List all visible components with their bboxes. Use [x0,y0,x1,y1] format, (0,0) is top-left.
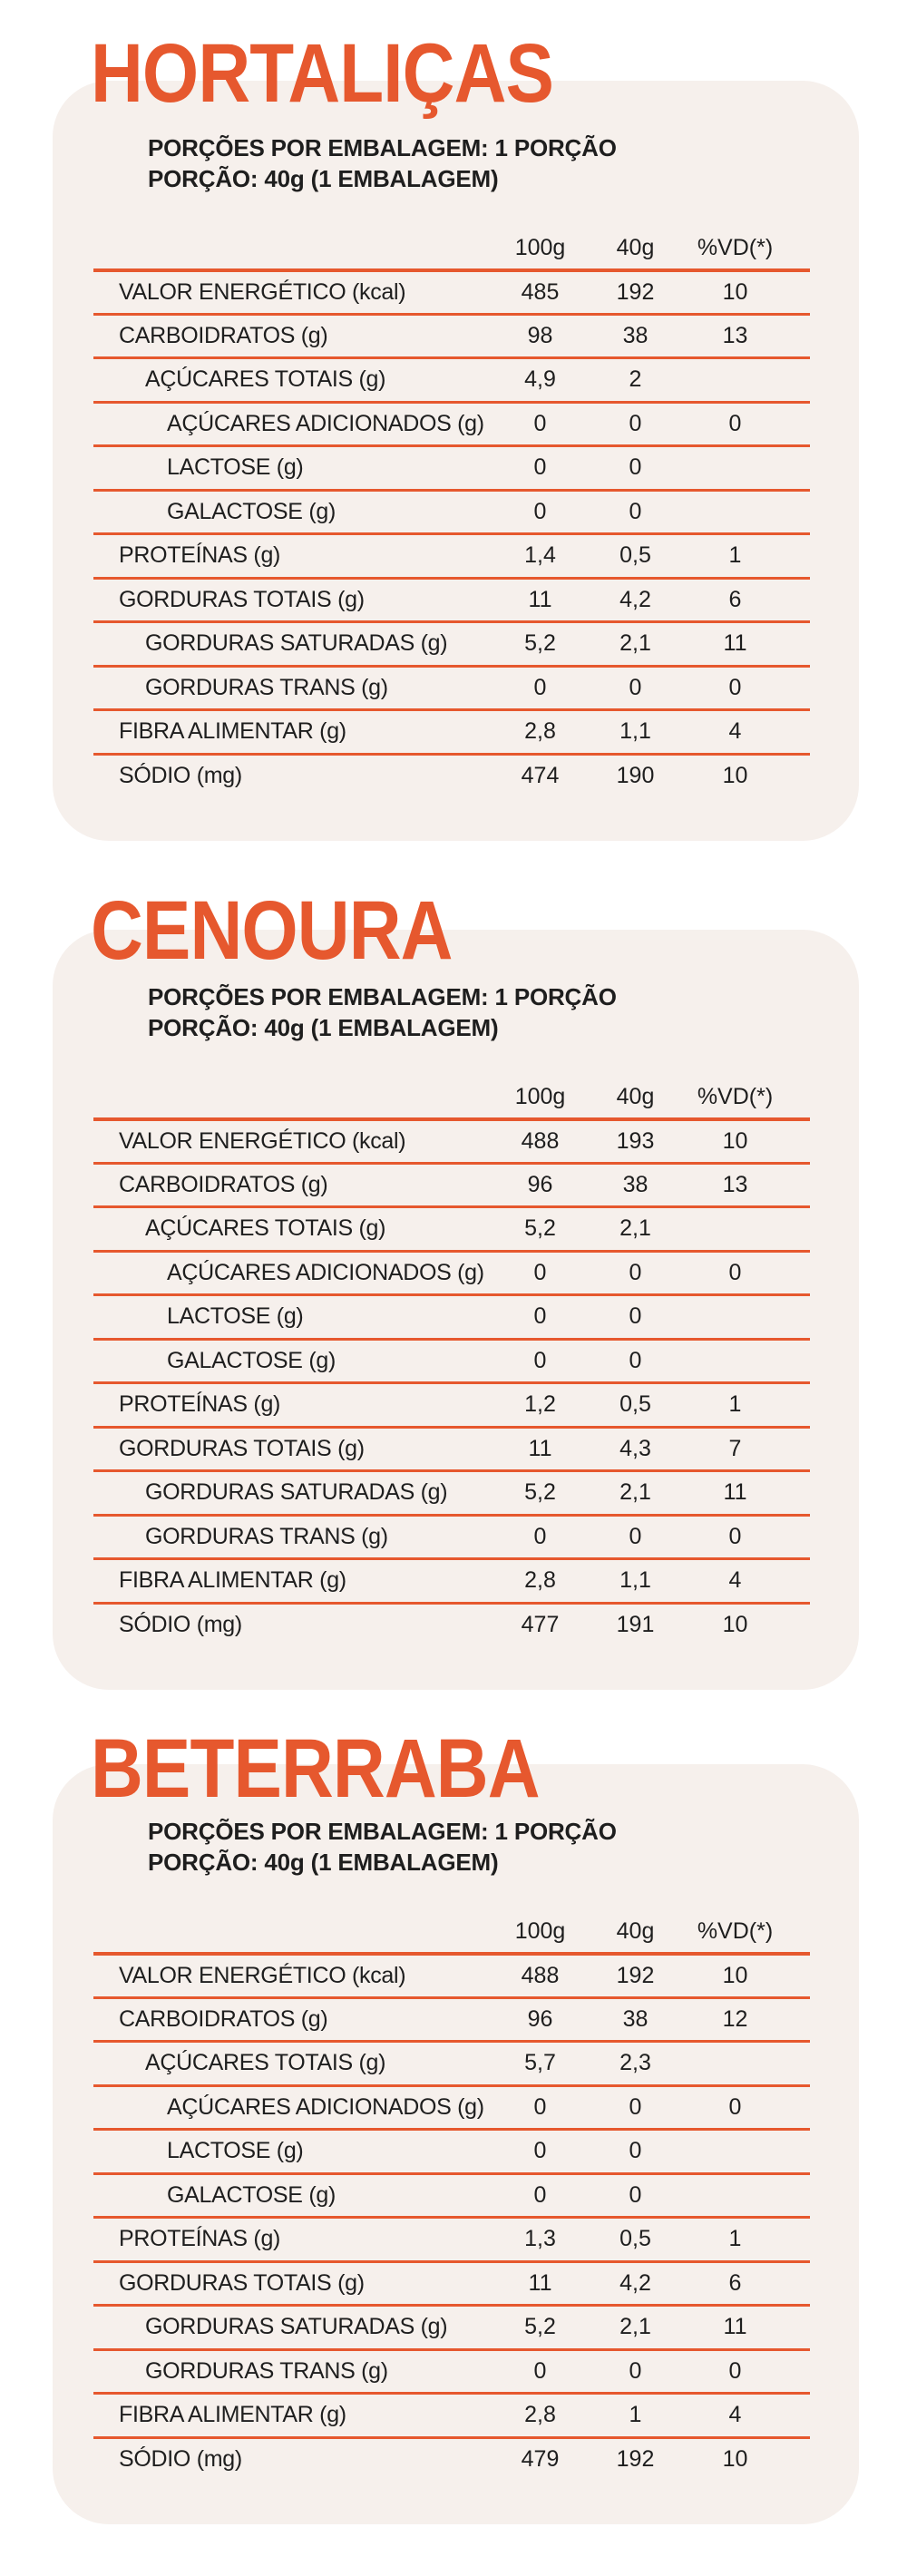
value-per-40g: 0 [629,2357,642,2384]
header-per-40g: 40g [616,235,655,260]
portion-size-text: PORÇÃO: 40g (1 EMBALAGEM) [148,165,499,192]
value-per-40g: 0 [629,410,642,436]
value-per-100g: 0 [533,2138,547,2164]
value-percent-daily: 11 [723,1479,747,1506]
value-per-100g: 1,2 [524,1391,556,1418]
table-body [93,1952,810,2480]
nutrient-label: AÇÚCARES ADICIONADOS (g) [167,1259,484,1285]
value-per-100g: 0 [533,1523,547,1549]
value-percent-daily: 0 [728,1259,742,1285]
nutrient-label: GORDURAS TRANS (g) [145,2357,388,2384]
value-per-40g: 1 [629,2402,642,2428]
value-per-40g: 1,1 [619,718,651,745]
value-per-100g: 2,8 [524,1567,556,1594]
value-per-100g: 96 [527,1171,553,1197]
table-row [93,532,810,577]
value-per-100g: 0 [533,2357,547,2384]
nutrition-card [53,930,859,1690]
header-per-40g: 40g [616,1918,655,1944]
table-row [93,1996,810,2041]
value-per-40g: 2,1 [619,1479,651,1506]
value-percent-daily: 6 [728,2269,742,2296]
nutrient-label: GORDURAS SATURADAS (g) [145,2314,448,2340]
nutrient-label: AÇÚCARES TOTAIS (g) [145,2050,386,2076]
nutrient-label: VALOR ENERGÉTICO (kcal) [119,278,406,305]
table-row [93,577,810,621]
nutrient-label: LACTOSE (g) [167,2138,304,2164]
section-title: BETERRABA [91,1722,540,1815]
table-row [93,1952,810,1996]
table-row [93,2260,810,2305]
table-row [93,1381,810,1426]
value-percent-daily: 11 [723,2314,747,2340]
value-per-100g: 2,8 [524,718,556,745]
value-per-100g: 5,2 [524,1215,556,1242]
value-per-40g: 0 [629,2181,642,2208]
header-percent-daily-value: %VD(*) [697,1918,774,1944]
value-percent-daily: 4 [728,718,742,745]
table-header-row [93,1910,810,1952]
value-per-100g: 0 [533,2181,547,2208]
nutrient-label: AÇÚCARES ADICIONADOS (g) [167,2093,484,2120]
table-row [93,1514,810,1558]
value-per-100g: 5,7 [524,2050,556,2076]
value-per-40g: 192 [616,2445,655,2472]
value-per-40g: 2,1 [619,630,651,657]
value-percent-daily: 10 [722,278,748,305]
table-header-row [93,227,810,268]
table-row [93,2392,810,2436]
nutrition-card [53,1764,859,2524]
table-row [93,1426,810,1470]
table-header-row [93,1076,810,1117]
table-row [93,489,810,533]
value-per-100g: 488 [521,1127,560,1154]
value-per-40g: 193 [616,1127,655,1154]
value-per-100g: 0 [533,1347,547,1373]
nutrient-label: LACTOSE (g) [167,454,304,481]
value-per-40g: 1,1 [619,1567,651,1594]
value-per-40g: 0 [629,454,642,481]
servings-info [148,132,617,194]
value-percent-daily: 13 [722,1171,748,1197]
value-per-40g: 2,3 [619,2050,651,2076]
servings-per-package-text: PORÇÕES POR EMBALAGEM: 1 PORÇÃO [148,1818,617,1845]
value-percent-daily: 12 [722,2005,748,2032]
table-row [93,2040,810,2084]
table-row [93,2216,810,2260]
table-row [93,2348,810,2393]
value-per-40g: 0 [629,1303,642,1330]
value-percent-daily: 0 [728,410,742,436]
value-per-40g: 0,5 [619,1391,651,1418]
servings-info [148,981,617,1043]
table-row [93,1250,810,1294]
table-row [93,753,810,797]
value-per-40g: 38 [622,2005,649,2032]
nutrient-label: LACTOSE (g) [167,1303,304,1330]
nutrient-label: GORDURAS TOTAIS (g) [119,2269,365,2296]
header-percent-daily-value: %VD(*) [697,235,774,260]
nutrient-label: GORDURAS SATURADAS (g) [145,1479,448,1506]
value-per-40g: 4,2 [619,2269,651,2296]
value-per-100g: 0 [533,1259,547,1285]
portion-size-text: PORÇÃO: 40g (1 EMBALAGEM) [148,1014,499,1041]
table-row [93,2436,810,2481]
value-percent-daily: 10 [722,762,748,788]
section-title: CENOURA [91,884,453,977]
value-per-100g: 1,3 [524,2226,556,2252]
table-row [93,2084,810,2129]
value-per-40g: 0 [629,2093,642,2120]
value-percent-daily: 0 [728,1523,742,1549]
nutrient-label: FIBRA ALIMENTAR (g) [119,718,346,745]
value-per-40g: 192 [616,1962,655,1988]
value-per-40g: 2,1 [619,1215,651,1242]
value-per-40g: 4,3 [619,1435,651,1461]
portion-size-text: PORÇÃO: 40g (1 EMBALAGEM) [148,1849,499,1876]
header-per-100g: 100g [514,1918,566,1944]
value-percent-daily: 4 [728,1567,742,1594]
value-percent-daily: 13 [722,322,748,348]
value-per-40g: 190 [616,762,655,788]
value-per-100g: 477 [521,1611,560,1637]
nutrient-label: SÓDIO (mg) [119,2445,242,2472]
value-per-100g: 479 [521,2445,560,2472]
value-percent-daily: 10 [722,2445,748,2472]
value-per-100g: 0 [533,1303,547,1330]
header-percent-daily-value: %VD(*) [697,1084,774,1109]
nutrition-table [93,1910,810,2480]
nutrient-label: CARBOIDRATOS (g) [119,322,328,348]
nutrient-label: AÇÚCARES TOTAIS (g) [145,1215,386,1242]
value-per-40g: 0 [629,2138,642,2164]
nutrient-label: PROTEÍNAS (g) [119,2226,281,2252]
header-per-40g: 40g [616,1084,655,1109]
servings-info [148,1816,617,1878]
nutrient-label: SÓDIO (mg) [119,1611,242,1637]
nutrient-label: PROTEÍNAS (g) [119,1391,281,1418]
value-per-100g: 2,8 [524,2402,556,2428]
nutrient-label: FIBRA ALIMENTAR (g) [119,1567,346,1594]
value-per-100g: 96 [527,2005,553,2032]
table-body [93,1117,810,1645]
table-row [93,2172,810,2217]
value-per-40g: 4,2 [619,586,651,612]
nutrient-label: FIBRA ALIMENTAR (g) [119,2402,346,2428]
nutrient-label: AÇÚCARES TOTAIS (g) [145,366,386,393]
servings-per-package-text: PORÇÕES POR EMBALAGEM: 1 PORÇÃO [148,983,617,1010]
nutrition-card [53,81,859,841]
section-title: HORTALIÇAS [91,27,554,120]
value-per-40g: 0 [629,1347,642,1373]
servings-per-package-text: PORÇÕES POR EMBALAGEM: 1 PORÇÃO [148,134,617,161]
nutrition-table [93,227,810,796]
value-per-40g: 2 [629,366,642,393]
nutrient-label: SÓDIO (mg) [119,762,242,788]
value-percent-daily: 6 [728,586,742,612]
table-row [93,2128,810,2172]
table-row [93,1205,810,1250]
value-percent-daily: 1 [728,1391,742,1418]
table-row [93,665,810,709]
nutrient-label: VALOR ENERGÉTICO (kcal) [119,1962,406,1988]
value-percent-daily: 0 [728,674,742,700]
nutrient-label: AÇÚCARES ADICIONADOS (g) [167,410,484,436]
nutrient-label: CARBOIDRATOS (g) [119,1171,328,1197]
value-per-40g: 0 [629,1259,642,1285]
table-row [93,1293,810,1338]
value-percent-daily: 7 [728,1435,742,1461]
nutrient-label: CARBOIDRATOS (g) [119,2005,328,2032]
value-per-100g: 11 [528,1435,552,1461]
nutrient-label: GORDURAS TOTAIS (g) [119,1435,365,1461]
value-per-100g: 4,9 [524,366,556,393]
value-per-100g: 5,2 [524,630,556,657]
value-percent-daily: 10 [722,1962,748,1988]
value-per-40g: 2,1 [619,2314,651,2340]
table-row [93,1162,810,1206]
value-per-100g: 0 [533,2093,547,2120]
value-per-40g: 0 [629,1523,642,1549]
nutrient-label: GALACTOSE (g) [167,2181,336,2208]
value-per-40g: 0,5 [619,2226,651,2252]
table-row [93,313,810,357]
nutrient-label: VALOR ENERGÉTICO (kcal) [119,1127,406,1154]
value-per-100g: 0 [533,410,547,436]
table-row [93,1469,810,1514]
nutrient-label: GORDURAS TRANS (g) [145,674,388,700]
value-per-100g: 474 [521,762,560,788]
value-per-40g: 38 [622,322,649,348]
nutrient-label: GORDURAS SATURADAS (g) [145,630,448,657]
value-percent-daily: 0 [728,2357,742,2384]
value-per-40g: 192 [616,278,655,305]
table-row [93,444,810,489]
value-per-100g: 5,2 [524,2314,556,2340]
table-row [93,268,810,313]
value-percent-daily: 0 [728,2093,742,2120]
table-row [93,401,810,445]
nutrient-label: GALACTOSE (g) [167,498,336,524]
nutrient-label: GORDURAS TRANS (g) [145,1523,388,1549]
table-row [93,356,810,401]
value-percent-daily: 11 [723,630,747,657]
value-per-40g: 0 [629,498,642,524]
table-row [93,1602,810,1646]
value-per-40g: 0 [629,674,642,700]
value-percent-daily: 1 [728,542,742,569]
value-per-100g: 0 [533,454,547,481]
value-per-100g: 488 [521,1962,560,1988]
value-per-100g: 485 [521,278,560,305]
value-percent-daily: 1 [728,2226,742,2252]
table-row [93,620,810,665]
value-per-40g: 38 [622,1171,649,1197]
value-per-100g: 1,4 [524,542,556,569]
table-row [93,708,810,753]
header-per-100g: 100g [514,1084,566,1109]
nutrient-label: GORDURAS TOTAIS (g) [119,586,365,612]
value-per-100g: 11 [528,586,552,612]
value-per-40g: 191 [616,1611,655,1637]
nutrition-table [93,1076,810,1645]
value-per-100g: 98 [527,322,553,348]
table-row [93,1338,810,1382]
header-per-100g: 100g [514,235,566,260]
table-row [93,1117,810,1162]
value-percent-daily: 10 [722,1611,748,1637]
value-per-100g: 5,2 [524,1479,556,1506]
nutrient-label: GALACTOSE (g) [167,1347,336,1373]
table-row [93,1557,810,1602]
nutrient-label: PROTEÍNAS (g) [119,542,281,569]
table-body [93,268,810,796]
value-per-100g: 0 [533,498,547,524]
value-percent-daily: 10 [722,1127,748,1154]
value-per-100g: 11 [528,2269,552,2296]
value-per-40g: 0,5 [619,542,651,569]
value-per-100g: 0 [533,674,547,700]
value-percent-daily: 4 [728,2402,742,2428]
table-row [93,2304,810,2348]
